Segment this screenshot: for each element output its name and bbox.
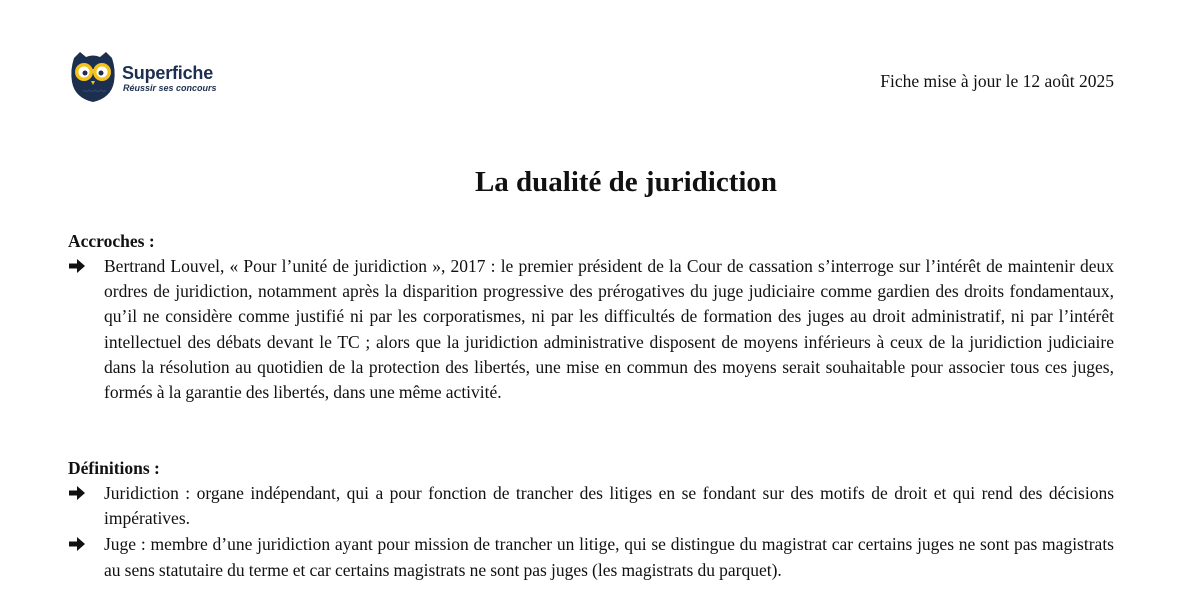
list-item	[68, 254, 1114, 405]
right-arrow-icon	[68, 536, 86, 552]
list-item-text: Bertrand Louvel, « Pour l’unité de juridiction », 2017 : le premier président de la Cour de cassation s’interroge sur l’intérêt de maintenir deux ordres de juridiction, notamment après la disparition progressive des prérogatives du juge judiciaire comme gardien des droits fondamentaux, qu’il ne considère comme justifié ni par les corporatismes, ni par les difficultés de formation des juges au droit administratif, ni par l’intérêt intellectuel des débats devant le TC ; alors que la juridiction administrative disposent de moyens inférieurs à ceux de la juridiction judiciaire dans la résolution au quotidien de la protection des libertés, une mise en commun des moyens serait souhaitable pour associer tous ces juges, formés à la garantie des libertés, dans une même activité.	[104, 256, 1114, 403]
section-accroches	[68, 229, 1114, 405]
list-item-text: Juge : membre d’une juridiction ayant pour mission de trancher un litige, qui se distingue du magistrat car certains juges ne sont pas magistrats au sens statutaire du terme et car certains magistrats ne sont pas juges (les magistrats du parquet).	[104, 534, 1114, 580]
update-date-text: Fiche mise à jour le 12 août 2025	[880, 71, 1114, 91]
page-header	[68, 46, 1114, 106]
section-heading: Accroches :	[68, 231, 155, 251]
list-item-text: Juridiction : organe indépendant, qui a pour fonction de trancher des litiges en se fondant sur des motifs de droit et qui rend des décisions impératives.	[104, 483, 1114, 529]
section-definitions	[68, 456, 1114, 583]
section-heading: Définitions :	[68, 458, 160, 478]
right-arrow-icon	[68, 258, 86, 274]
logo-tagline: Réussir ses concours	[123, 83, 217, 93]
list-item	[68, 481, 1114, 531]
list-item	[68, 532, 1114, 582]
right-arrow-icon	[68, 485, 86, 501]
superfiche-logo	[68, 46, 217, 106]
logo-name: Superfiche	[122, 63, 214, 83]
page-title: La dualité de juridiction	[474, 166, 778, 198]
owl-glasses-icon	[68, 48, 118, 104]
